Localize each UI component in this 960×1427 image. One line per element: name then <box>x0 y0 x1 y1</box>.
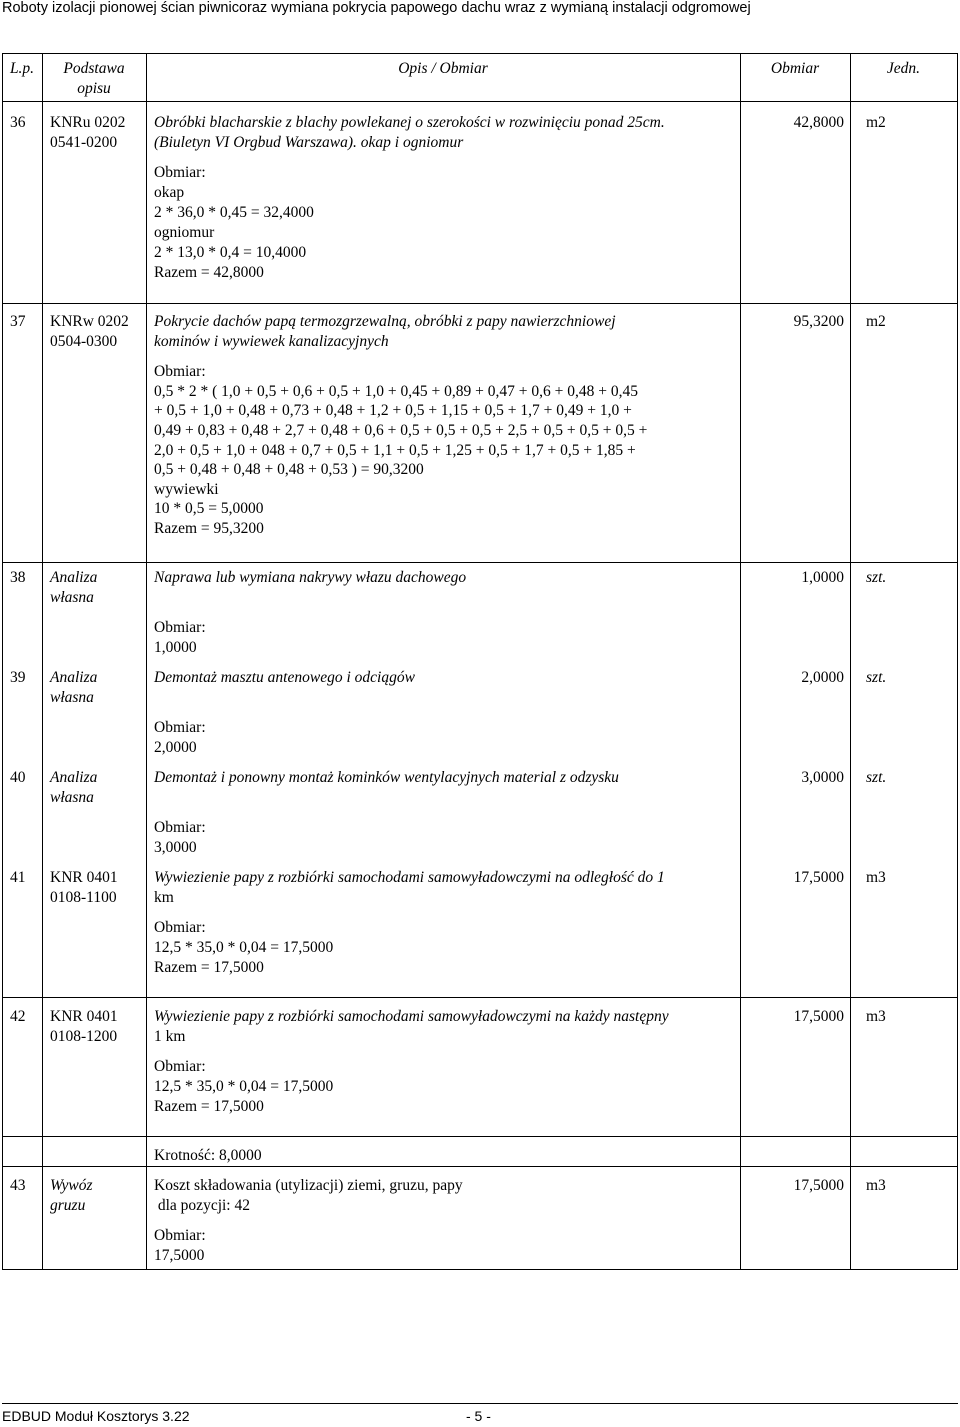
measure-line: + 0,5 + 1,0 + 0,48 + 0,73 + 0,48 + 1,2 + 0,5 + 1,15 + 0,5 + 1,7 + 0,49 + 1,0 + <box>154 402 632 419</box>
measure-line: Razem = 42,8000 <box>154 264 264 281</box>
page-title: Roboty izolacji pionowej ścian piwnicoraz wymiana pokrycia papowego dachu wraz z wymianą instalacji odgromowej <box>2 0 751 16</box>
measure-label: Obmiar: <box>154 1058 206 1075</box>
row-description: kominów i wywiewek kanalizacyjnych <box>154 333 389 350</box>
col-border <box>957 53 958 1270</box>
row-basis: 0541-0200 <box>50 134 118 151</box>
row-lp: 42 <box>10 1008 26 1025</box>
row-description: (Biuletyn VI Orgbud Warszawa). okap i ogniomur <box>154 134 464 151</box>
row-unit: m3 <box>866 1177 886 1194</box>
footer-software: EDBUD Moduł Kosztorys 3.22 <box>2 1408 190 1424</box>
measure-line: wywiewki <box>154 481 219 498</box>
row-quantity: 42,8000 <box>793 114 844 131</box>
col-border <box>740 53 741 1270</box>
measure-line: 2,0000 <box>154 739 197 756</box>
row-description: Demontaż i ponowny montaż kominków wentylacyjnych material z odzysku <box>154 769 619 786</box>
measure-label: Obmiar: <box>154 363 206 380</box>
multiplicity: Krotność: 8,0000 <box>154 1147 262 1164</box>
measure-line: Razem = 17,5000 <box>154 959 264 976</box>
measure-line: Razem = 17,5000 <box>154 1098 264 1115</box>
row-unit: m2 <box>866 313 886 330</box>
measure-line: okap <box>154 184 185 201</box>
measure-label: Obmiar: <box>154 819 206 836</box>
row-description: Wywiezienie papy z rozbiórki samochodami samowyładowczymi na każdy następny <box>154 1008 669 1025</box>
row-description: 1 km <box>154 1028 186 1045</box>
col-border <box>2 53 3 1270</box>
row-basis: Analiza <box>50 769 98 786</box>
row-quantity: 3,0000 <box>801 769 844 786</box>
row-description: Obróbki blacharskie z blachy powlekanej o szerokości w rozwinięciu ponad 25cm. <box>154 114 665 131</box>
row-description: dla pozycji: 42 <box>154 1197 250 1214</box>
measure-line: 0,5 * 2 * ( 1,0 + 0,5 + 0,6 + 0,5 + 1,0 + 0,45 + 0,89 + 0,47 + 0,6 + 0,48 + 0,45 <box>154 383 638 400</box>
measure-line: 12,5 * 35,0 * 0,04 = 17,5000 <box>154 939 334 956</box>
row-basis: KNR 0401 <box>50 869 118 886</box>
row-description: km <box>154 889 174 906</box>
row-unit: m3 <box>866 869 886 886</box>
measure-label: Obmiar: <box>154 164 206 181</box>
row-lp: 39 <box>10 669 26 686</box>
measure-line: 12,5 * 35,0 * 0,04 = 17,5000 <box>154 1078 334 1095</box>
header-basis-1: Podstawa <box>63 60 125 77</box>
footer-divider <box>2 1403 958 1404</box>
header-quantity: Obmiar <box>770 60 820 77</box>
row-basis: Analiza <box>50 569 98 586</box>
row-lp: 40 <box>10 769 26 786</box>
col-border <box>146 53 147 1270</box>
measure-line: 3,0000 <box>154 839 197 856</box>
row-basis: KNRu 0202 <box>50 114 126 131</box>
header-basis-2: opisu <box>77 80 111 97</box>
row-description: Koszt składowania (utylizacji) ziemi, gruzu, papy <box>154 1177 463 1194</box>
row-basis: 0108-1100 <box>50 889 117 906</box>
row-basis: własna <box>50 789 94 806</box>
measure-line: Razem = 95,3200 <box>154 520 264 537</box>
row-quantity: 17,5000 <box>793 869 844 886</box>
row-basis: KNR 0401 <box>50 1008 118 1025</box>
row-quantity: 1,0000 <box>801 569 844 586</box>
row-lp: 36 <box>10 114 26 131</box>
row-quantity: 95,3200 <box>793 313 844 330</box>
row-unit: szt. <box>866 569 887 586</box>
measure-line: 1,0000 <box>154 639 197 656</box>
row-basis: własna <box>50 589 94 606</box>
header-unit: Jedn. <box>886 60 921 77</box>
header-lp: L.p. <box>9 60 35 77</box>
measure-label: Obmiar: <box>154 1227 206 1244</box>
row-unit: szt. <box>866 769 887 786</box>
measure-line: 17,5000 <box>154 1247 205 1264</box>
col-border <box>850 53 851 1270</box>
measure-line: ogniomur <box>154 224 215 241</box>
col-border <box>42 53 43 1270</box>
row-description: Pokrycie dachów papą termozgrzewalną, obróbki z papy nawierzchniowej <box>154 313 616 330</box>
row-description: Demontaż masztu antenowego i odciągów <box>154 669 415 686</box>
measure-line: 0,5 + 0,48 + 0,48 + 0,48 + 0,53 ) = 90,3200 <box>154 461 424 478</box>
row-lp: 43 <box>10 1177 26 1194</box>
measure-line: 2,0 + 0,5 + 1,0 + 048 + 0,7 + 0,5 + 1,1 + 0,5 + 1,25 + 0,5 + 1,7 + 0,5 + 1,85 + <box>154 442 636 459</box>
row-basis: KNRw 0202 <box>50 313 129 330</box>
row-quantity: 17,5000 <box>793 1008 844 1025</box>
row-unit: m3 <box>866 1008 886 1025</box>
row-quantity: 2,0000 <box>801 669 844 686</box>
row-basis: 0108-1200 <box>50 1028 118 1045</box>
header-description: Opis / Obmiar <box>398 60 488 77</box>
row-lp: 41 <box>10 869 26 886</box>
row-unit: m2 <box>866 114 886 131</box>
measure-label: Obmiar: <box>154 619 206 636</box>
measure-line: 10 * 0,5 = 5,0000 <box>154 500 264 517</box>
row-unit: szt. <box>866 669 887 686</box>
measure-line: 0,49 + 0,83 + 0,48 + 2,7 + 0,48 + 0,6 + 0,5 + 0,5 + 0,5 + 2,5 + 0,5 + 0,5 + 0,5 + <box>154 422 648 439</box>
row-quantity: 17,5000 <box>793 1177 844 1194</box>
row-description: Naprawa lub wymiana nakrywy włazu dachowego <box>154 569 467 586</box>
measure-line: 2 * 36,0 * 0,45 = 32,4000 <box>154 204 314 221</box>
row-description: Wywiezienie papy z rozbiórki samochodami samowyładowczymi na odległość do 1 <box>154 869 665 886</box>
row-basis: 0504-0300 <box>50 333 118 350</box>
row-basis: gruzu <box>50 1197 86 1214</box>
row-basis: Wywóz <box>50 1177 93 1194</box>
measure-label: Obmiar: <box>154 919 206 936</box>
page-number: - 5 - <box>466 1408 491 1424</box>
row-basis: własna <box>50 689 94 706</box>
row-lp: 37 <box>10 313 26 330</box>
row-lp: 38 <box>10 569 26 586</box>
row-basis: Analiza <box>50 669 98 686</box>
measure-line: 2 * 13,0 * 0,4 = 10,4000 <box>154 244 307 261</box>
measure-label: Obmiar: <box>154 719 206 736</box>
